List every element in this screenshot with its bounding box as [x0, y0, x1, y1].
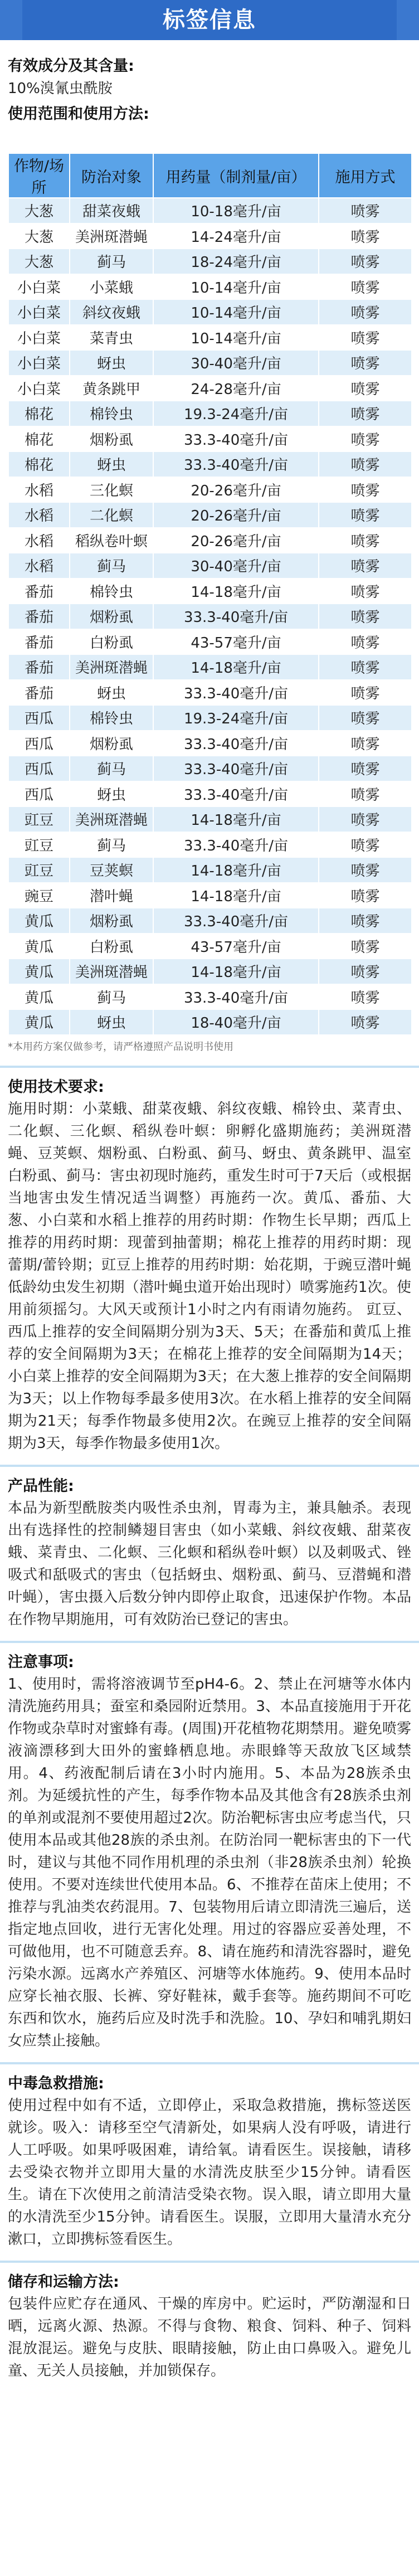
cell-crop: 番茄 [8, 579, 70, 604]
table-row [8, 705, 412, 731]
cell-method: 喷雾 [319, 198, 412, 223]
cell-dosage: 33.3-40毫升/亩 [153, 781, 319, 807]
cell-target: 豆荚螟 [70, 857, 153, 883]
column-header-crop: 作物/场所 [8, 153, 70, 198]
cell-target: 烟粉虱 [70, 908, 153, 934]
cell-method: 喷雾 [319, 781, 412, 807]
tech-text: 施用时期：小菜蛾、甜菜夜蛾、斜纹夜蛾、棉铃虫、菜青虫、二化螟、三化螟、稻纵卷叶螟：卵孵化盛期施药；美洲斑潜蝇、豆荚螟、烟粉虱、白粉虱、蓟马、蚜虫、黄条跳甲、温室白粉虱、蓟马：害虫初现时施药，重发生时可于7天后（或根据当地害虫发生情况适当调整）再施药一次。黄瓜、番茄、大葱、小白菜和水稻上推荐的用药时期：作物生长早期；西瓜上推荐的用药时期：现蕾到抽蕾期；棉花上推荐的用药时期：现蕾期/蕾铃期；豇豆上推荐的用药时期：始花期，于豌豆潜叶蝇低龄幼虫发生初期（潜叶蝇虫道开始出现时）喷雾施药1次。使用前须摇匀。大风天或预计1小时之内有雨请勿施药。 豇豆、西瓜上推荐的安全间隔期分别为3天、5天；在番茄和黄瓜上推荐的安全间隔期为3天；在棉花上推荐的安全间隔期为14天；小白菜上推荐的安全间隔期为3天；在大葱上推荐的安全间隔期为3天；以上作物每季最多使用3次。在水稻上推荐的安全间隔期为21天；每季作物最多使用2次。在豌豆上推荐的安全间隔期为3天，每季作物最多使用1次。 [8, 1100, 411, 1452]
cell-crop: 豇豆 [8, 857, 70, 883]
tech-label: 使用技术要求: [8, 1078, 104, 1096]
cell-method: 喷雾 [319, 401, 412, 426]
table-row [8, 1009, 412, 1035]
cell-method: 喷雾 [319, 680, 412, 706]
cell-dosage: 20-26毫升/亩 [153, 477, 319, 503]
table-row [8, 934, 412, 959]
cell-method: 喷雾 [319, 1009, 412, 1035]
cell-method: 喷雾 [319, 426, 412, 452]
table-row [8, 502, 412, 528]
cell-crop: 大葱 [8, 249, 70, 274]
cell-target: 烟粉虱 [70, 731, 153, 756]
cell-method: 喷雾 [319, 731, 412, 756]
cell-dosage: 10-14毫升/亩 [153, 274, 319, 300]
cell-dosage: 10-14毫升/亩 [153, 299, 319, 325]
cell-target: 烟粉虱 [70, 604, 153, 629]
cell-method: 喷雾 [319, 756, 412, 781]
cell-target: 蚜虫 [70, 680, 153, 706]
cell-method: 喷雾 [319, 528, 412, 553]
cell-method: 喷雾 [319, 984, 412, 1010]
cell-target: 蚜虫 [70, 781, 153, 807]
storage-text: 包装件应贮存在通风、干燥的库房中。贮运时，严防潮湿和日晒，远离火源、热源。不得与食物、粮食、饲料、种子、饲料混放混运。避免与皮肤、眼睛接触，防止由口鼻吸入。避免儿童、无关人员接触，并加锁保存。 [8, 2295, 411, 2379]
usage-table [8, 153, 412, 1036]
cell-target: 蓟马 [70, 756, 153, 781]
cell-dosage: 14-24毫升/亩 [153, 223, 319, 249]
cell-crop: 水稻 [8, 502, 70, 528]
cell-method: 喷雾 [319, 553, 412, 579]
cell-target: 蓟马 [70, 249, 153, 274]
cell-target: 美洲斑潜蝇 [70, 654, 153, 680]
cell-target: 甜菜夜蛾 [70, 198, 153, 223]
table-row [8, 756, 412, 781]
product-label: 产品性能: [8, 1477, 74, 1495]
cell-dosage: 14-18毫升/亩 [153, 654, 319, 680]
cell-method: 喷雾 [319, 705, 412, 731]
cell-target: 菜青虫 [70, 325, 153, 351]
cell-method: 喷雾 [319, 502, 412, 528]
cell-dosage: 30-40毫升/亩 [153, 553, 319, 579]
table-row [8, 223, 412, 249]
cell-target: 斜纹夜蛾 [70, 299, 153, 325]
cell-target: 棉铃虫 [70, 705, 153, 731]
notes-text: 1、使用时，需将溶液调节至pH4-6。2、禁止在河塘等水体内清洗施药用具；蚕室和桑园附近禁用。3、本品直接施用于开花作物或杂草时对蜜蜂有毒。(周围)开花植物花期禁用。避免喷雾液滴漂移到大田外的蜜蜂栖息地。赤眼蜂等天敌放飞区域禁用。4、药液配制后请在3小时内施用。5、本品为28族杀虫剂。为延缓抗性的产生，每季作物本品及其他含有28族杀虫剂的单剂或混剂不要使用超过2次。防治靶标害虫应考虑当代，只使用本品或其他28族的杀虫剂。在防治同一靶标害虫的下一代时，建议与其他不同作用机理的杀虫剂（非28族杀虫剂）轮换使用。不要对连续世代使用本品。6、不推荐在苗床上使用；不推荐与乳油类农药混用。7、包装物用后请立即清洗三遍后，送指定地点回收，进行无害化处理。用过的容器应妥善处理，不可做他用，也不可随意丢弃。8、请在施药和清洗容器时，避免污染水源。远离水产养殖区、河塘等水体施药。9、使用本品时应穿长袖衣服、长裤、穿好鞋袜，戴手套等。施药期间不可吃东西和饮水，施药后应及时洗手和洗脸。10、孕妇和哺乳期妇女应禁止接触。 [8, 1675, 411, 2049]
cell-dosage: 30-40毫升/亩 [153, 350, 319, 376]
cell-method: 喷雾 [319, 959, 412, 984]
usage-label: 使用范围和使用方法: [8, 105, 149, 123]
cell-crop: 水稻 [8, 528, 70, 553]
table-row [8, 477, 412, 503]
table-row [8, 883, 412, 908]
cell-method: 喷雾 [319, 579, 412, 604]
cell-method: 喷雾 [319, 832, 412, 858]
cell-dosage: 14-18毫升/亩 [153, 883, 319, 908]
cell-dosage: 33.3-40毫升/亩 [153, 756, 319, 781]
cell-dosage: 33.3-40毫升/亩 [153, 680, 319, 706]
cell-method: 喷雾 [319, 299, 412, 325]
cell-dosage: 20-26毫升/亩 [153, 502, 319, 528]
label-content [0, 40, 419, 2382]
cell-crop: 小白菜 [8, 376, 70, 401]
usage-table-wrapper [8, 153, 411, 1056]
cell-dosage: 33.3-40毫升/亩 [153, 908, 319, 934]
table-row [8, 781, 412, 807]
cell-method: 喷雾 [319, 654, 412, 680]
cell-method: 喷雾 [319, 376, 412, 401]
cell-method: 喷雾 [319, 451, 412, 477]
cell-method: 喷雾 [319, 883, 412, 908]
cell-target: 蓟马 [70, 553, 153, 579]
table-row [8, 401, 412, 426]
cell-dosage: 19.3-24毫升/亩 [153, 705, 319, 731]
cell-dosage: 33.3-40毫升/亩 [153, 984, 319, 1010]
cell-method: 喷雾 [319, 629, 412, 655]
cell-crop: 西瓜 [8, 781, 70, 807]
usage-footnote: *本用药方案仅做参考，请严格遵照产品说明书使用 [8, 1041, 233, 1053]
table-row [8, 604, 412, 629]
notes-label: 注意事项: [8, 1653, 74, 1671]
cell-dosage: 18-40毫升/亩 [153, 1009, 319, 1035]
cell-method: 喷雾 [319, 857, 412, 883]
cell-crop: 黄瓜 [8, 1009, 70, 1035]
cell-crop: 小白菜 [8, 274, 70, 300]
cell-crop: 豌豆 [8, 883, 70, 908]
cell-target: 潜叶蝇 [70, 883, 153, 908]
product-text: 本品为新型酰胺类内吸性杀虫剂，胃毒为主，兼具触杀。表现出有选择性的控制鳞翅目害虫（如小菜蛾、斜纹夜蛾、甜菜夜蛾、菜青虫、二化螟、三化螟和稻纵卷叶螟）以及刺吸式、锉吸式和舐吸式的害虫（包括蚜虫、烟粉虱、蓟马、豆潜蝇和潜叶蝇），害虫摄入后数分钟内即停止取食，迅速保护作物。本品在作物早期施用，可有效防治已登记的害虫。 [8, 1499, 411, 1628]
cell-target: 棉铃虫 [70, 579, 153, 604]
cell-dosage: 14-18毫升/亩 [153, 857, 319, 883]
column-header-method: 施用方式 [319, 153, 412, 198]
cell-crop: 西瓜 [8, 731, 70, 756]
ingredient-section [8, 40, 411, 125]
cell-dosage: 18-24毫升/亩 [153, 249, 319, 274]
cell-crop: 黄瓜 [8, 984, 70, 1010]
notes-section [8, 1643, 411, 2052]
table-row [8, 274, 412, 300]
cell-target: 黄条跳甲 [70, 376, 153, 401]
cell-target: 蚜虫 [70, 1009, 153, 1035]
table-row [8, 426, 412, 452]
cell-target: 蚜虫 [70, 451, 153, 477]
table-row [8, 984, 412, 1010]
cell-method: 喷雾 [319, 274, 412, 300]
table-row [8, 528, 412, 553]
cell-target: 白粉虱 [70, 934, 153, 959]
cell-crop: 大葱 [8, 223, 70, 249]
cell-target: 棉铃虫 [70, 401, 153, 426]
cell-dosage: 33.3-40毫升/亩 [153, 731, 319, 756]
cell-method: 喷雾 [319, 249, 412, 274]
firstaid-label: 中毒急救措施: [8, 2074, 104, 2092]
table-row [8, 553, 412, 579]
page-title: 标签信息 [163, 7, 256, 33]
cell-method: 喷雾 [319, 350, 412, 376]
cell-target: 美洲斑潜蝇 [70, 806, 153, 832]
cell-crop: 豇豆 [8, 806, 70, 832]
usage-table-header-row [8, 153, 412, 198]
cell-dosage: 19.3-24毫升/亩 [153, 401, 319, 426]
firstaid-section [8, 2064, 411, 2251]
cell-target: 蓟马 [70, 984, 153, 1010]
cell-dosage: 20-26毫升/亩 [153, 528, 319, 553]
cell-method: 喷雾 [319, 934, 412, 959]
cell-dosage: 43-57毫升/亩 [153, 629, 319, 655]
cell-method: 喷雾 [319, 604, 412, 629]
cell-crop: 棉花 [8, 401, 70, 426]
usage-table-body [8, 198, 412, 1035]
cell-dosage: 33.3-40毫升/亩 [153, 426, 319, 452]
table-row [8, 731, 412, 756]
cell-dosage: 10-14毫升/亩 [153, 325, 319, 351]
cell-dosage: 14-18毫升/亩 [153, 806, 319, 832]
table-row [8, 680, 412, 706]
table-row [8, 629, 412, 655]
table-row [8, 579, 412, 604]
cell-crop: 黄瓜 [8, 959, 70, 984]
cell-method: 喷雾 [319, 223, 412, 249]
cell-crop: 棉花 [8, 451, 70, 477]
cell-target: 蓟马 [70, 832, 153, 858]
product-section [8, 1467, 411, 1631]
table-row [8, 654, 412, 680]
tech-section [8, 1068, 411, 1455]
cell-crop: 豇豆 [8, 832, 70, 858]
table-row [8, 832, 412, 858]
cell-target: 烟粉虱 [70, 426, 153, 452]
cell-crop: 水稻 [8, 553, 70, 579]
cell-crop: 黄瓜 [8, 934, 70, 959]
storage-label: 储存和运输方法: [8, 2273, 119, 2291]
cell-crop: 西瓜 [8, 756, 70, 781]
cell-method: 喷雾 [319, 477, 412, 503]
cell-crop: 黄瓜 [8, 908, 70, 934]
table-row [8, 806, 412, 832]
cell-target: 蚜虫 [70, 350, 153, 376]
cell-dosage: 33.3-40毫升/亩 [153, 451, 319, 477]
cell-crop: 番茄 [8, 604, 70, 629]
cell-crop: 番茄 [8, 680, 70, 706]
table-row [8, 325, 412, 351]
cell-crop: 水稻 [8, 477, 70, 503]
ingredient-label: 有效成分及其含量: [8, 57, 134, 75]
table-row [8, 299, 412, 325]
cell-dosage: 14-18毫升/亩 [153, 959, 319, 984]
cell-method: 喷雾 [319, 908, 412, 934]
cell-dosage: 33.3-40毫升/亩 [153, 832, 319, 858]
ingredient-value: 10%溴氰虫酰胺 [8, 80, 113, 97]
cell-target: 美洲斑潜蝇 [70, 223, 153, 249]
storage-section [8, 2263, 411, 2382]
cell-dosage: 14-18毫升/亩 [153, 579, 319, 604]
column-header-dosage: 用药量（制剂量/亩） [153, 153, 319, 198]
cell-target: 二化螟 [70, 502, 153, 528]
table-row [8, 376, 412, 401]
cell-dosage: 33.3-40毫升/亩 [153, 604, 319, 629]
cell-dosage: 24-28毫升/亩 [153, 376, 319, 401]
cell-method: 喷雾 [319, 325, 412, 351]
cell-crop: 大葱 [8, 198, 70, 223]
table-row [8, 198, 412, 223]
cell-target: 美洲斑潜蝇 [70, 959, 153, 984]
cell-target: 白粉虱 [70, 629, 153, 655]
table-row [8, 908, 412, 934]
table-row [8, 249, 412, 274]
firstaid-text: 使用过程中如有不适，立即停止，采取急救措施，携标签送医就诊。吸入：请移至空气清新处，如果病人没有呼吸，请进行人工呼吸。如果呼吸困难，请给氧。请看医生。误接触，请移去受染衣物并立即用大量的水清洗皮肤至少15分钟。请看医生。请在下次使用之前清洁受染衣物。误入眼，请立即用大量的水清洗至少15分钟。请看医生。误服，立即用大量清水充分漱口，立即携标签看医生。 [8, 2097, 411, 2248]
cell-crop: 小白菜 [8, 299, 70, 325]
table-row [8, 857, 412, 883]
cell-dosage: 43-57毫升/亩 [153, 934, 319, 959]
cell-method: 喷雾 [319, 806, 412, 832]
cell-crop: 番茄 [8, 654, 70, 680]
cell-crop: 西瓜 [8, 705, 70, 731]
header-bar [0, 0, 419, 40]
cell-target: 三化螟 [70, 477, 153, 503]
cell-target: 小菜蛾 [70, 274, 153, 300]
table-row [8, 959, 412, 984]
cell-crop: 棉花 [8, 426, 70, 452]
cell-crop: 小白菜 [8, 350, 70, 376]
table-row [8, 350, 412, 376]
column-header-target: 防治对象 [70, 153, 153, 198]
cell-crop: 番茄 [8, 629, 70, 655]
cell-dosage: 10-18毫升/亩 [153, 198, 319, 223]
cell-crop: 小白菜 [8, 325, 70, 351]
cell-target: 稻纵卷叶螟 [70, 528, 153, 553]
table-row [8, 451, 412, 477]
